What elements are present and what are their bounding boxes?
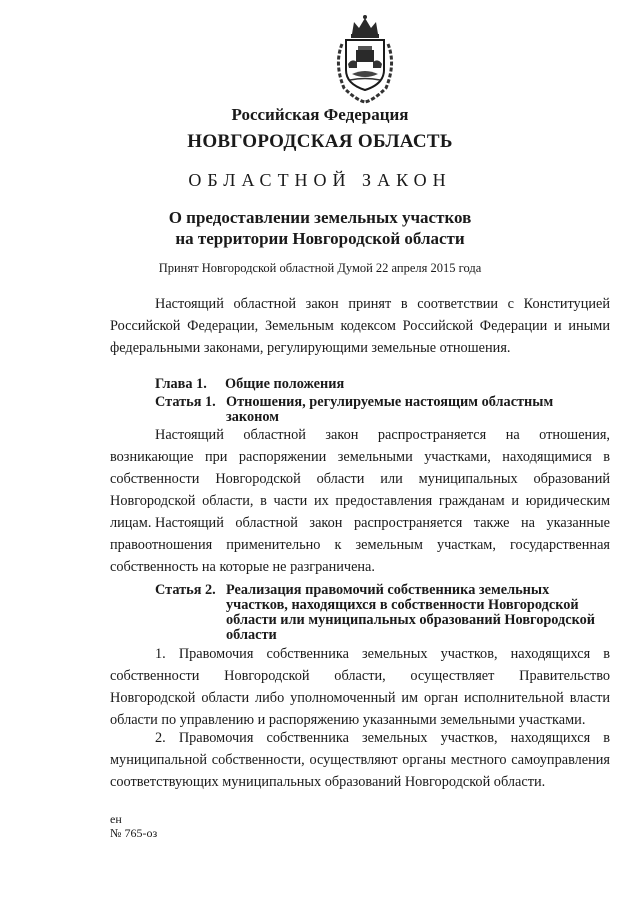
adoption-note: Принят Новгородской областной Думой 22 апреля 2015 года: [158, 261, 482, 275]
preamble-paragraph: Настоящий областной закон принят в соответствии с Конституцией Российской Федерации, Земельным кодексом Российской Федерации и иными федеральными законами, регулирующими земельные отношения.: [110, 296, 610, 356]
federation-heading: Российская Федерация: [231, 105, 409, 124]
article-title-line: области или муниципальных образований Новгородской: [226, 612, 596, 628]
article-title-line: Реализация правомочий собственника земельных: [226, 582, 550, 598]
article-title-line: области: [226, 627, 277, 643]
chapter-heading: [155, 377, 344, 392]
article-title-line: участков, находящихся в собственности Новгородской: [226, 597, 579, 613]
article-paragraph: Настоящий областной закон распространяется на отношения, возникающие при распоряжении земельными участками, находящимися в собственности Новгородской области или муниципальных образований Новгородской области, в части их предоставления гражданам и юридическим лицам.: [110, 427, 610, 531]
chapter-number: Глава 1.: [155, 376, 207, 392]
law-title-line: О предоставлении земельных участков: [168, 208, 472, 227]
article-number: Статья 1.: [155, 394, 216, 410]
document-footer: [110, 812, 157, 840]
article-paragraph: 1. Правомочия собственника земельных участков, находящихся в собственности Новгородской области, осуществляет Правительство Новгородской области либо уполномоченный им орган исполнительной власти области по управлению и распоряжению указанными земельными участками.: [110, 646, 610, 728]
author-initials: ен: [110, 812, 122, 826]
novgorod-coat-of-arms-emblem: [330, 14, 400, 104]
article-title: [226, 583, 616, 643]
law-registration-number: № 765-оз: [110, 826, 158, 840]
law-type-heading: ОБЛАСТНОЙ ЗАКОН: [188, 170, 452, 190]
article-title-line: законом: [226, 409, 279, 425]
region-heading: НОВГОРОДСКАЯ ОБЛАСТЬ: [187, 131, 453, 152]
article-paragraph: 2. Правомочия собственника земельных участков, находящихся в муниципальной собственности, осуществляют органы местного самоуправления соответствующих муниципальных образований Новгородской области.: [110, 730, 610, 790]
article-paragraph: Настоящий областной закон распространяется также на указанные правоотношения применительно к земельным участкам, государственная собственность на которые не разграничена.: [110, 515, 610, 575]
law-title-line: на территории Новгородской области: [175, 229, 465, 248]
chapter-title: Общие положения: [225, 376, 345, 392]
law-title: [0, 207, 640, 249]
article-title-line: Отношения, регулируемые настоящим областным: [226, 394, 554, 410]
article-title: [226, 395, 616, 425]
article-number: Статья 2.: [155, 582, 216, 598]
